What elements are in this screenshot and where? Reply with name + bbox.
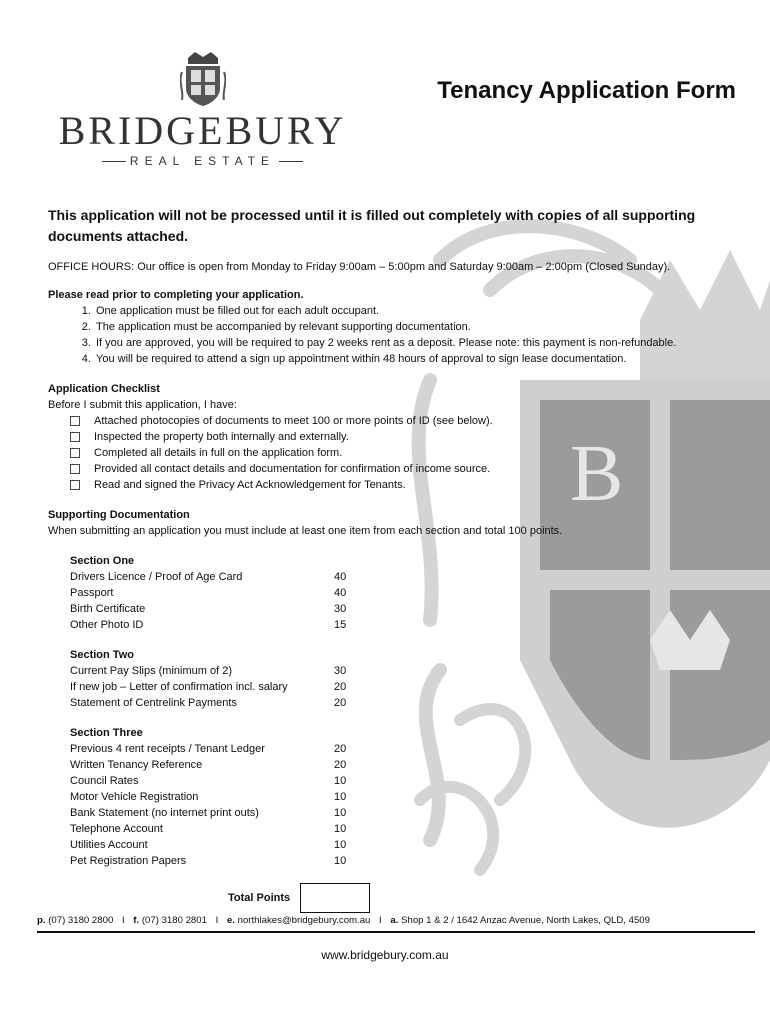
tagline-rule-left (102, 161, 126, 162)
separator: I (215, 915, 219, 926)
points-value: 20 (334, 697, 347, 709)
points-value: 10 (334, 823, 347, 835)
crest-icon (180, 52, 226, 106)
points-value: 20 (334, 759, 347, 771)
checklist-item (70, 429, 748, 445)
document-item: Bank Statement (no internet print outs) (70, 807, 259, 819)
checkbox[interactable] (70, 448, 80, 458)
table-row (70, 789, 748, 805)
phone-label: p. (37, 915, 46, 926)
website-link[interactable]: www.bridgebury.com.au (321, 948, 449, 962)
phone-number: (07) 3180 2800 (48, 915, 114, 926)
points-value: 40 (334, 587, 347, 599)
intro-warning: This application will not be processed until it is filled out completely with copies of all supporting documents attached. (48, 207, 696, 244)
separator: I (121, 915, 125, 926)
checklist-item-label: Inspected the property both internally and externally. (94, 431, 349, 443)
footer-divider (37, 931, 755, 933)
list-item: 2. The application must be accompanied by relevant supporting documentation. (94, 319, 748, 335)
checklist-lead: Before I submit this application, I have: (48, 399, 237, 411)
points-value: 10 (334, 839, 347, 851)
table-row (70, 773, 748, 789)
document-item: Written Tenancy Reference (70, 759, 203, 771)
total-points-field[interactable] (300, 883, 370, 913)
table-row (70, 741, 748, 757)
tagline-rule-right (279, 161, 303, 162)
table-row (70, 757, 748, 773)
points-value: 30 (334, 665, 347, 677)
table-row (70, 679, 748, 695)
document-item: Utilities Account (70, 839, 148, 851)
document-item: Drivers Licence / Proof of Age Card (70, 571, 243, 583)
checklist-item (70, 461, 748, 477)
checkbox[interactable] (70, 416, 80, 426)
section-title: Section Three (70, 727, 143, 739)
points-value: 10 (334, 791, 347, 803)
checklist-item-label: Attached photocopies of documents to meet 100 or more points of ID (see below). (94, 415, 493, 427)
supporting-lead: When submitting an application you must include at least one item from each section and total 100 points. (48, 525, 563, 537)
table-row (70, 601, 748, 617)
office-hours: OFFICE HOURS: Our office is open from Monday to Friday 9:00am – 5:00pm and Saturday 9:00am – 2:00pm (Closed Sunday). (48, 261, 671, 273)
separator: I (379, 915, 382, 926)
table-row (70, 805, 748, 821)
section-three (70, 725, 748, 869)
prior-reading-heading: Please read prior to completing your application. (48, 289, 304, 301)
checkbox[interactable] (70, 480, 80, 490)
list-item: 4. You will be required to attend a sign up appointment within 48 hours of approval to sign lease documentation. (94, 351, 748, 367)
checklist-item-label: Provided all contact details and documentation for confirmation of income source. (94, 463, 491, 475)
prior-reading-list (48, 303, 748, 367)
fax-label: f. (133, 915, 140, 926)
contact-footer (37, 915, 755, 926)
section-two (70, 647, 748, 711)
checklist-item-label: Read and signed the Privacy Act Acknowledgement for Tenants. (94, 479, 406, 491)
points-value: 15 (334, 619, 347, 631)
total-points (228, 883, 370, 913)
document-item: Passport (70, 587, 114, 599)
document-item: Current Pay Slips (minimum of 2) (70, 665, 232, 677)
street-address: Shop 1 & 2 / 1642 Anzac Avenue, North Lakes, QLD, 4509 (401, 915, 650, 926)
document-item: Birth Certificate (70, 603, 146, 615)
brand-tagline (50, 154, 355, 168)
table-row (70, 569, 748, 585)
table-row (70, 663, 748, 679)
email-label: e. (226, 915, 235, 926)
document-item: Other Photo ID (70, 619, 144, 631)
checklist-item-label: Completed all details in full on the application form. (94, 447, 343, 459)
document-item: Previous 4 rent receipts / Tenant Ledger (70, 743, 265, 755)
list-item: 3. If you are approved, you will be required to pay 2 weeks rent as a deposit. Please note: this payment is non-refundable. (94, 335, 748, 351)
supporting-heading: Supporting Documentation (48, 509, 190, 521)
list-item: 1. One application must be filled out for each adult occupant. (94, 303, 748, 319)
checklist-item (70, 445, 748, 461)
document-item: Statement of Centrelink Payments (70, 697, 237, 709)
points-value: 40 (334, 571, 347, 583)
company-logo (50, 52, 355, 168)
email-address: northlakes@bridgebury.com.au (237, 915, 371, 926)
points-value: 30 (334, 603, 347, 615)
svg-text:B: B (570, 430, 624, 518)
total-points-label: Total Points (228, 892, 291, 904)
document-item: Pet Registration Papers (70, 855, 187, 867)
section-one (70, 553, 748, 633)
points-value: 10 (334, 775, 347, 787)
points-value: 20 (334, 681, 347, 693)
checkbox[interactable] (70, 464, 80, 474)
section-title: Section One (70, 555, 135, 567)
table-row (70, 821, 748, 837)
fax-number: (07) 3180 2801 (141, 915, 207, 926)
form-title: Tenancy Application Form (437, 77, 736, 104)
brand-tagline-text: REAL ESTATE (129, 154, 276, 168)
table-row (70, 585, 748, 601)
table-row (70, 853, 748, 869)
table-row (70, 837, 748, 853)
checklist-heading: Application Checklist (48, 383, 160, 395)
section-title: Section Two (70, 649, 134, 661)
form-content (48, 205, 748, 883)
brand-name: BRIDGEBURY (58, 108, 347, 153)
table-row (70, 617, 748, 633)
address-label: a. (390, 915, 399, 926)
points-value: 10 (334, 855, 347, 867)
document-item: If new job – Letter of confirmation incl. salary (70, 681, 288, 693)
document-item: Council Rates (70, 775, 139, 787)
checklist-item (70, 477, 748, 493)
checklist-item (70, 413, 748, 429)
points-value: 20 (334, 743, 347, 755)
points-value: 10 (334, 807, 347, 819)
document-item: Motor Vehicle Registration (70, 791, 199, 803)
checkbox[interactable] (70, 432, 80, 442)
document-item: Telephone Account (70, 823, 163, 835)
table-row (70, 695, 748, 711)
checklist (48, 413, 748, 493)
